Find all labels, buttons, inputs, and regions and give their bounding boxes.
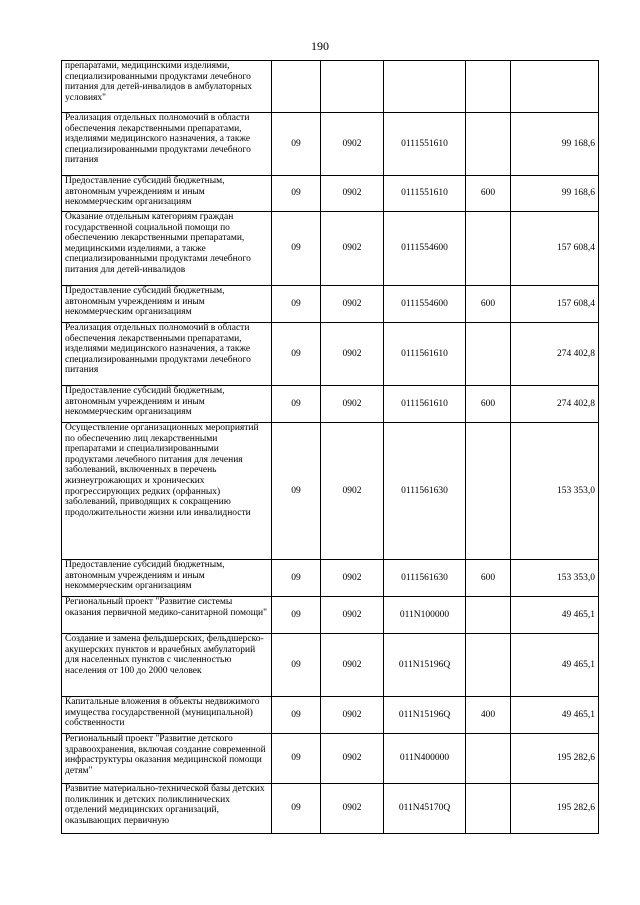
row-subsection-cell: 0902 — [321, 423, 384, 560]
row-expense-type-cell — [466, 634, 511, 697]
table-row — [62, 634, 599, 697]
row-sum-cell: 195 282,6 — [511, 734, 599, 784]
row-subsection-cell: 0902 — [321, 212, 384, 286]
row-expense-type-cell — [466, 423, 511, 560]
row-name-cell: Реализация отдельных полномочий в области обеспечения лекарственными препаратами, изделиями медицинского назначения, а также специализированными продуктами лечебного питания — [62, 323, 272, 386]
table-row — [62, 113, 599, 176]
row-target-cell: 0111554600 — [384, 212, 466, 286]
table-row — [62, 386, 599, 423]
row-sum-cell: 274 402,8 — [511, 386, 599, 423]
row-section-cell: 09 — [272, 286, 321, 323]
row-name-cell: Предоставление субсидий бюджетным, автономным учреждениям и иным некоммерческим организациям — [62, 560, 272, 597]
row-subsection-cell: 0902 — [321, 176, 384, 212]
row-target-cell: 0111551610 — [384, 113, 466, 176]
row-subsection-cell: 0902 — [321, 697, 384, 734]
row-target-cell: 0111561610 — [384, 386, 466, 423]
row-sum-cell — [511, 61, 599, 113]
row-target-cell — [384, 61, 466, 113]
row-sum-cell: 49 465,1 — [511, 634, 599, 697]
row-name-cell: Осуществление организационных мероприятий по обеспечению лиц лекарственными препаратами и специализированными продуктами лечебного питания для лечения заболеваний, включенных в перечень жизнеугрожающих и хронических прогрессирующих редких (орфанных) заболеваний, приводящих к сокращению продолжительности жизни или инвалидности — [62, 423, 272, 560]
row-section-cell — [272, 61, 321, 113]
row-target-cell: 0111561630 — [384, 423, 466, 560]
table-row — [62, 423, 599, 560]
row-expense-type-cell: 400 — [466, 697, 511, 734]
row-target-cell: 0111561630 — [384, 560, 466, 597]
row-sum-cell: 153 353,0 — [511, 560, 599, 597]
table-row — [62, 176, 599, 212]
row-name-cell: препаратами, медицинскими изделиями, специализированными продуктами лечебного питания для детей-инвалидов в амбулаторных условиях" — [62, 61, 272, 113]
row-section-cell: 09 — [272, 634, 321, 697]
row-expense-type-cell — [466, 113, 511, 176]
table-row — [62, 286, 599, 323]
row-sum-cell: 153 353,0 — [511, 423, 599, 560]
row-name-cell: Реализация отдельных полномочий в области обеспечения лекарственными препаратами, изделиями медицинского назначения, а также специализированными продуктами лечебного питания — [62, 113, 272, 176]
row-name-cell: Оказание отдельным категориям граждан государственной социальной помощи по обеспечению лекарственными препаратами, медицинскими изделиями, а также специализированными продуктами лечебного питания для детей-инвалидов — [62, 212, 272, 286]
row-name-cell: Предоставление субсидий бюджетным, автономным учреждениям и иным некоммерческим организациям — [62, 286, 272, 323]
row-section-cell: 09 — [272, 176, 321, 212]
row-subsection-cell: 0902 — [321, 634, 384, 697]
row-subsection-cell: 0902 — [321, 734, 384, 784]
row-expense-type-cell: 600 — [466, 560, 511, 597]
row-target-cell: 0111561610 — [384, 323, 466, 386]
row-section-cell: 09 — [272, 784, 321, 834]
row-sum-cell: 49 465,1 — [511, 697, 599, 734]
table-row — [62, 597, 599, 634]
table-row — [62, 560, 599, 597]
row-target-cell: 011N15196Q — [384, 697, 466, 734]
row-name-cell: Региональный проект "Развитие детского здравоохранения, включая создание современной инфраструктуры оказания медицинской помощи детям" — [62, 734, 272, 784]
row-subsection-cell: 0902 — [321, 113, 384, 176]
row-name-cell: Капитальные вложения в объекты недвижимого имущества государственной (муниципальной) собственности — [62, 697, 272, 734]
row-section-cell: 09 — [272, 323, 321, 386]
row-subsection-cell: 0902 — [321, 323, 384, 386]
table-row — [62, 784, 599, 834]
row-section-cell: 09 — [272, 697, 321, 734]
row-expense-type-cell — [466, 784, 511, 834]
row-sum-cell: 157 608,4 — [511, 286, 599, 323]
row-sum-cell: 99 168,6 — [511, 113, 599, 176]
budget-table — [61, 60, 599, 834]
row-section-cell: 09 — [272, 386, 321, 423]
row-name-cell: Предоставление субсидий бюджетным, автономным учреждениям и иным некоммерческим организациям — [62, 386, 272, 423]
row-expense-type-cell: 600 — [466, 286, 511, 323]
row-subsection-cell: 0902 — [321, 784, 384, 834]
row-subsection-cell: 0902 — [321, 386, 384, 423]
table-row — [62, 61, 599, 113]
row-section-cell: 09 — [272, 113, 321, 176]
row-name-cell: Предоставление субсидий бюджетным, автономным учреждениям и иным некоммерческим организациям — [62, 176, 272, 212]
row-expense-type-cell — [466, 61, 511, 113]
row-target-cell: 0111554600 — [384, 286, 466, 323]
row-name-cell: Создание и замена фельдшерских, фельдшерско-акушерских пунктов и врачебных амбулаторий для населенных пунктов с численностью населения от 100 до 2000 человек — [62, 634, 272, 697]
row-target-cell: 011N100000 — [384, 597, 466, 634]
table-row — [62, 212, 599, 286]
row-subsection-cell: 0902 — [321, 597, 384, 634]
row-subsection-cell: 0902 — [321, 286, 384, 323]
row-target-cell: 011N15196Q — [384, 634, 466, 697]
row-section-cell: 09 — [272, 423, 321, 560]
row-sum-cell: 49 465,1 — [511, 597, 599, 634]
row-name-cell: Развитие материально-технической базы детских поликлиник и детских поликлинических отделений медицинских организаций, оказывающих первичную — [62, 784, 272, 834]
row-expense-type-cell — [466, 323, 511, 386]
row-name-cell: Региональный проект "Развитие системы оказания первичной медико-санитарной помощи" — [62, 597, 272, 634]
row-expense-type-cell — [466, 212, 511, 286]
row-section-cell: 09 — [272, 597, 321, 634]
row-expense-type-cell — [466, 597, 511, 634]
row-target-cell: 011N400000 — [384, 734, 466, 784]
row-subsection-cell: 0902 — [321, 560, 384, 597]
row-target-cell: 011N45170Q — [384, 784, 466, 834]
row-section-cell: 09 — [272, 212, 321, 286]
row-expense-type-cell: 600 — [466, 386, 511, 423]
table-row — [62, 323, 599, 386]
page-number: 190 — [311, 39, 329, 53]
row-sum-cell: 157 608,4 — [511, 212, 599, 286]
table-row — [62, 734, 599, 784]
row-section-cell: 09 — [272, 560, 321, 597]
row-expense-type-cell — [466, 734, 511, 784]
row-target-cell: 0111551610 — [384, 176, 466, 212]
row-section-cell: 09 — [272, 734, 321, 784]
row-expense-type-cell: 600 — [466, 176, 511, 212]
row-subsection-cell — [321, 61, 384, 113]
row-sum-cell: 195 282,6 — [511, 784, 599, 834]
table-row — [62, 697, 599, 734]
row-sum-cell: 99 168,6 — [511, 176, 599, 212]
row-sum-cell: 274 402,8 — [511, 323, 599, 386]
